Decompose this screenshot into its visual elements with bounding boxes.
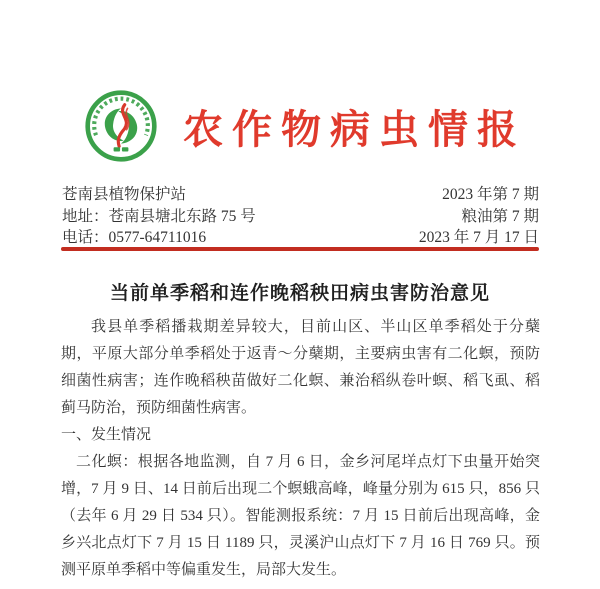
section-1-paragraph: 二化螟：根据各地监测，自 7 月 6 日，金乡河尾垟点灯下虫量开始突增，7 月 9 日、14 日前后出现二个螟蛾高峰，峰量分别为 615 只，856 只（去年 6 月 29 日 534 只）。智能测报系统：7 月 15 日前后出现高峰，金乡兴北点灯下 7 月 15 日 1189 只，灵溪沪山点灯下 7 月 16 日 769 只。预测平原单季稻中等偏重发生，局部大发生。 [61,454,540,578]
issue-info-block [62,184,539,249]
section-1-heading: 一、发生情况 [61,427,152,443]
issue-number: 2023 年第 7 期 [442,186,539,203]
masthead-title: 农作物病虫情报 [183,106,526,152]
red-divider-line [61,247,539,251]
issue-date: 2023 年 7 月 17 日 [418,229,539,246]
org-phone: 电话：0577-64711016 [62,229,207,246]
document-body [61,314,540,584]
issue-info-row [62,184,539,206]
overview-paragraph: 我县单季稻播栽期差异较大，目前山区、半山区单季稻处于分蘖期，平原大部分单季稻处于返青～分蘖期，主要病虫害有二化螟，预防细菌性病害；连作晚稻秧苗做好二化螟、兼治稻纵卷叶螟、稻飞虱、稻蓟马防治，预防细菌性病害。 [61,319,540,416]
issue-info-row [62,206,539,228]
issue-info-row [62,227,539,249]
document-title: 当前单季稻和连作晚稻秧田病虫害防治意见 [109,283,490,304]
category-issue-number: 粮油第 7 期 [461,207,539,225]
org-address: 地址：苍南县塘北东路 75 号 [62,207,256,225]
masthead [84,88,542,164]
org-name: 苍南县植物保护站 [62,186,187,203]
plant-protection-emblem-icon [84,89,158,163]
